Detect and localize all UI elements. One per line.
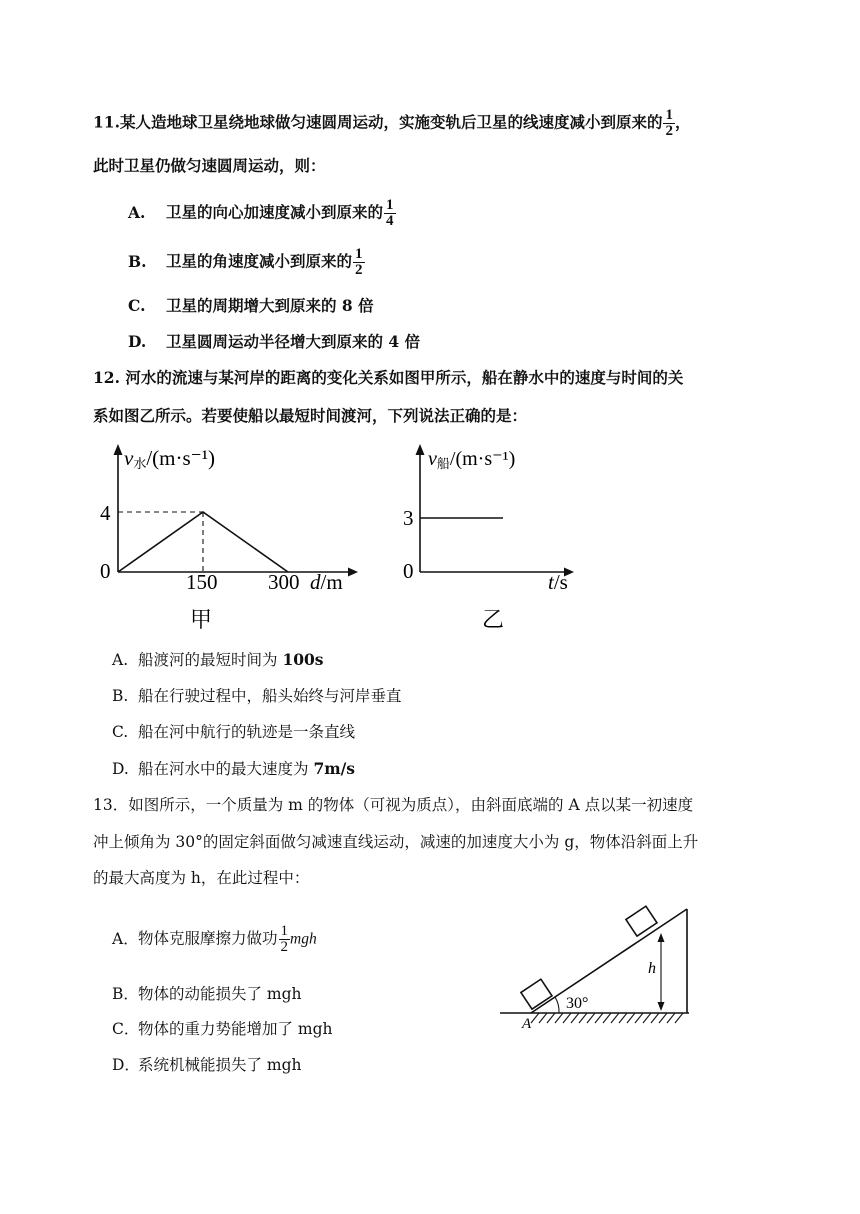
q12-stem-line1: 12. 河水的流速与某河岸的距离的变化关系如图甲所示，船在静水中的速度与时间的关 bbox=[93, 368, 684, 387]
graph-caption-yi: 乙 bbox=[482, 607, 505, 632]
y-tick-4: 4 bbox=[100, 501, 111, 525]
block-bottom bbox=[521, 979, 552, 1009]
option-text: 物体的重力势能增加了 mgh bbox=[138, 1020, 333, 1038]
graph-caption-jia: 甲 bbox=[190, 607, 213, 632]
fraction-denominator: 2 bbox=[355, 262, 363, 278]
q12-option-b bbox=[112, 684, 402, 708]
hatch-stroke bbox=[659, 1013, 667, 1023]
q13-stem-line1: 13．如图所示，一个质量为 m 的物体（可视为质点），由斜面底端的 A 点以某一初速度 bbox=[93, 796, 694, 814]
option-formula: mgh bbox=[290, 930, 317, 948]
hatch-stroke bbox=[643, 1013, 651, 1023]
option-text: 卫星的向心加速度减小到原来的 bbox=[166, 202, 384, 222]
y-axis-arrow-icon bbox=[114, 444, 123, 455]
y-axis-arrow-icon bbox=[416, 444, 425, 455]
q11-stem-text: 11.某人造地球卫星绕地球做匀速圆周运动，实施变轨后卫星的线速度减小到原来的 bbox=[93, 112, 663, 132]
hatch-stroke bbox=[531, 1013, 539, 1023]
q12-option-d bbox=[112, 757, 355, 781]
angle-label: 30° bbox=[566, 995, 589, 1012]
fraction-numerator: 1 bbox=[280, 923, 289, 939]
y-tick-3: 3 bbox=[403, 506, 414, 530]
height-arrow-up-icon bbox=[658, 933, 665, 942]
q13-stem-line2: 冲上倾角为 30°的固定斜面做匀减速直线运动，减速的加速度大小为 g，物体沿斜面上升 bbox=[93, 833, 699, 851]
option-label: C. bbox=[112, 723, 129, 741]
x-axis-label: d/m bbox=[310, 570, 343, 594]
option-label: C． bbox=[112, 1020, 140, 1038]
x-tick-300: 300 bbox=[268, 570, 300, 594]
hatch-stroke bbox=[675, 1013, 683, 1023]
hatch-stroke bbox=[667, 1013, 675, 1023]
q12-option-a bbox=[112, 648, 324, 672]
option-label: A. bbox=[128, 202, 146, 222]
hatch-stroke bbox=[635, 1013, 643, 1023]
option-text: 系统机械能损失了 mgh bbox=[138, 1056, 302, 1074]
q11-option-b bbox=[128, 247, 365, 278]
hatch-stroke bbox=[611, 1013, 619, 1023]
fraction-numerator: 1 bbox=[355, 246, 363, 262]
x-tick-150: 150 bbox=[186, 570, 218, 594]
hatch-stroke bbox=[603, 1013, 611, 1023]
option-text: 卫星的周期增大到原来的 8 倍 bbox=[166, 296, 374, 315]
option-text: 船渡河的最短时间为 bbox=[138, 651, 283, 669]
option-text: 船在河中航行的轨迹是一条直线 bbox=[138, 723, 356, 741]
option-label: B． bbox=[112, 985, 139, 1003]
q13-option-c bbox=[112, 1017, 333, 1041]
option-fraction bbox=[353, 247, 365, 278]
option-text: 船在行驶过程中，船头始终与河岸垂直 bbox=[138, 687, 402, 705]
ground-hatching bbox=[531, 1013, 683, 1023]
y-axis-label: v水/(m·s⁻¹) bbox=[124, 446, 216, 471]
incline-surface bbox=[531, 909, 687, 1013]
q12-stem-line2: 系如图乙所示。若要使船以最短时间渡河，下列说法正确的是： bbox=[93, 406, 528, 425]
origin-label: 0 bbox=[100, 559, 111, 583]
hatch-stroke bbox=[651, 1013, 659, 1023]
graph-river-speed bbox=[96, 432, 366, 642]
option-text: 卫星圆周运动半径增大到原来的 4 倍 bbox=[166, 332, 421, 351]
option-text: 物体的动能损失了 mgh bbox=[138, 985, 302, 1003]
option-label: C. bbox=[128, 296, 146, 315]
option-label: D. bbox=[128, 332, 147, 351]
x-axis-arrow-icon bbox=[348, 568, 358, 577]
option-text: 卫星的角速度减小到原来的 bbox=[166, 251, 353, 271]
q11-stem-fraction bbox=[663, 108, 675, 139]
fraction-numerator: 1 bbox=[665, 107, 673, 123]
q12-option-c bbox=[112, 720, 355, 744]
hatch-stroke bbox=[587, 1013, 595, 1023]
hatch-stroke bbox=[539, 1013, 547, 1023]
hatch-stroke bbox=[595, 1013, 603, 1023]
q13-option-b bbox=[112, 982, 302, 1006]
hatch-stroke bbox=[579, 1013, 587, 1023]
hatch-stroke bbox=[547, 1013, 555, 1023]
hatch-stroke bbox=[571, 1013, 579, 1023]
y-axis-label: v船/(m·s⁻¹) bbox=[428, 448, 516, 471]
q11-option-a bbox=[128, 198, 396, 229]
incline-figure bbox=[495, 895, 695, 1030]
hatch-stroke bbox=[627, 1013, 635, 1023]
height-label: h bbox=[648, 960, 656, 977]
option-label: D. bbox=[112, 760, 129, 778]
point-a-label: A bbox=[522, 1016, 532, 1030]
option-value: 7m/s bbox=[313, 759, 356, 778]
q13-stem-line3: 的最大高度为 h，在此过程中： bbox=[93, 869, 310, 887]
q11-stem-line1 bbox=[93, 108, 690, 139]
fraction-denominator: 2 bbox=[280, 939, 289, 955]
hatch-stroke bbox=[563, 1013, 571, 1023]
hatch-stroke bbox=[555, 1013, 563, 1023]
option-fraction bbox=[384, 198, 396, 229]
option-text: 物体克服摩擦力做功 bbox=[138, 929, 278, 948]
option-text: 船在河水中的最大速度为 bbox=[138, 760, 314, 778]
graph-boat-speed bbox=[398, 432, 588, 642]
q13-option-d bbox=[112, 1053, 302, 1077]
fraction-denominator: 2 bbox=[665, 123, 673, 139]
option-fraction bbox=[279, 924, 291, 955]
origin-label: 0 bbox=[403, 559, 414, 583]
option-label: A． bbox=[112, 929, 139, 948]
q13-option-a bbox=[112, 924, 317, 955]
option-label: B. bbox=[112, 687, 129, 705]
q11-option-c bbox=[128, 294, 374, 318]
angle-arc bbox=[555, 997, 559, 1013]
option-label: D． bbox=[112, 1056, 140, 1074]
option-value: 100s bbox=[282, 650, 324, 669]
x-axis-label: t/s bbox=[548, 570, 568, 594]
q11-option-d bbox=[128, 330, 420, 354]
height-arrow-down-icon bbox=[658, 1002, 665, 1011]
q11-stem-line2: 此时卫星仍做匀速圆周运动，则： bbox=[93, 156, 326, 175]
option-label: A. bbox=[112, 651, 129, 669]
fraction-denominator: 4 bbox=[386, 213, 394, 229]
hatch-stroke bbox=[619, 1013, 627, 1023]
option-label: B. bbox=[128, 251, 147, 271]
q11-stem-tail: ， bbox=[674, 112, 691, 132]
fraction-numerator: 1 bbox=[386, 197, 394, 213]
